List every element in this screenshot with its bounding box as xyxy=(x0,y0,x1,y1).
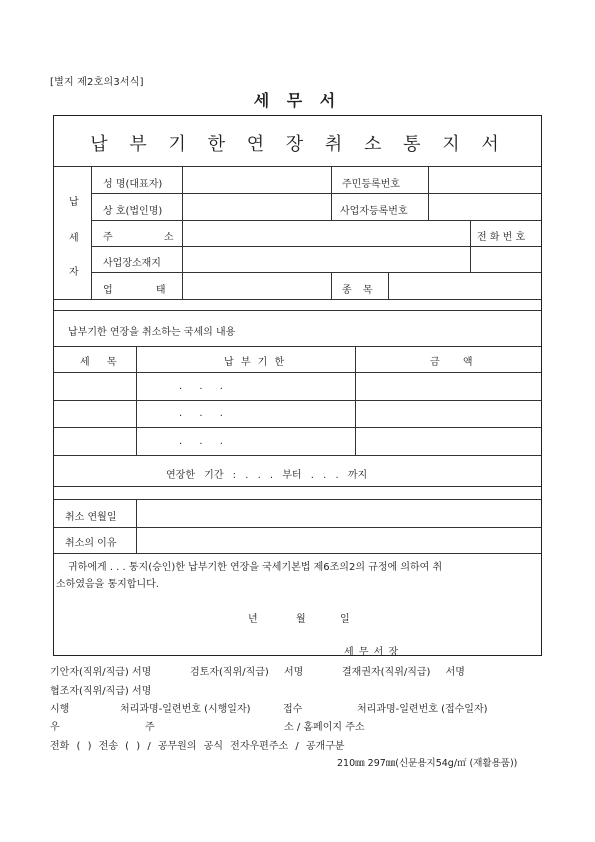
due-date-cell: . . . xyxy=(179,408,223,419)
footer-reviewer: 검토자(직위/직급) 서명 xyxy=(190,667,304,678)
tax-row-rule xyxy=(54,400,541,401)
cancel-reason-label: 취소의 이유 xyxy=(65,538,117,549)
footer-issue: 시행 xyxy=(50,704,70,715)
form-title: 납 부 기 한 연 장 취 소 통 지 서 xyxy=(90,134,507,155)
tax-section-title: 납부기한 연장을 취소하는 국세의 내용 xyxy=(68,327,236,338)
tax-type-header: 세 목 xyxy=(80,357,117,368)
paper-spec: 210㎜ 297㎜(신문용지54g/㎡ (재활용품)) xyxy=(337,758,518,769)
footer-receipt-number: 처리과명-일련번호 (접수일자) xyxy=(357,704,488,715)
cancel-reason-rule xyxy=(54,553,541,554)
footer-receipt: 접수 xyxy=(283,704,303,715)
footer-address: 주 xyxy=(145,722,155,733)
date-day: 일 xyxy=(340,614,350,625)
footer-drafter: 기안자(직위/직급) 서명 xyxy=(50,667,152,678)
tax-header-top-rule xyxy=(54,346,541,347)
spacer-rule xyxy=(54,310,541,311)
rrn-label-divider xyxy=(331,166,332,220)
footer-issue-number: 처리과명-일련번호 (시행일자) xyxy=(120,704,251,715)
item-value-divider xyxy=(388,272,389,299)
item-label-divider xyxy=(331,272,332,299)
rrn-label: 주민등록번호 xyxy=(342,179,400,190)
notice-text: 귀하에게 . . . 통지(승인)한 납부기한 연장을 국세기본법 제6조의2의 규정에 의하여 취 xyxy=(68,562,443,573)
spacer-rule xyxy=(54,499,541,500)
amount-header: 금 액 xyxy=(430,357,473,368)
taxpayer-bottom-rule xyxy=(54,299,541,300)
taxpayer-section-divider xyxy=(91,166,92,299)
taxpayer-row-divider xyxy=(91,193,541,194)
footer-cooperator: 협조자(직위/직급) 서명 xyxy=(50,686,152,697)
taxpayer-row-divider xyxy=(91,272,541,273)
tax-table-divider xyxy=(136,346,137,455)
footer-postal: 우 xyxy=(50,722,60,733)
period-bottom-rule xyxy=(54,486,541,487)
extension-period: 연장한 기간 : . . . 부터 . . . 까지 xyxy=(166,470,368,481)
form-number-label: [별지 제2호의3서식] xyxy=(50,77,144,88)
tax-table-divider xyxy=(355,346,356,455)
due-date-cell: . . . xyxy=(179,436,223,447)
taxpayer-row-divider xyxy=(91,220,541,221)
name-label: 성 명(대표자) xyxy=(103,179,163,190)
tax-table-bottom-rule xyxy=(54,455,541,456)
due-date-header: 납 부 기 한 xyxy=(224,357,287,368)
label-column-divider xyxy=(182,166,183,299)
cancel-date-label: 취소 연월일 xyxy=(65,512,117,523)
date-year: 년 xyxy=(248,614,258,625)
footer-contact: 전화 ( ) 전송 ( ) / 공무원의 공식 전자우편주소 / 공개구분 xyxy=(50,741,345,752)
business-registration-label: 사업자등록번호 xyxy=(340,206,408,217)
notice-form xyxy=(53,115,542,656)
due-date-cell: . . . xyxy=(179,381,223,392)
taxpayer-section-label: 자 xyxy=(69,267,79,278)
date-month: 월 xyxy=(296,614,306,625)
company-name-label: 상 호(법인명) xyxy=(103,206,163,217)
cancel-label-divider xyxy=(136,499,137,553)
cancel-date-rule xyxy=(54,527,541,528)
phone-label: 전 화 번 호 xyxy=(477,232,526,243)
rrn-value-divider xyxy=(428,166,429,220)
title-divider xyxy=(54,166,541,167)
business-type-label: 업 태 xyxy=(103,285,166,296)
address-label: 주 소 xyxy=(103,232,174,243)
footer-approver: 결재권자(직위/직급) 서명 xyxy=(342,667,465,678)
taxpayer-section-label: 납 xyxy=(69,197,79,208)
signer-title: 세 무 서 장 xyxy=(344,647,400,658)
footer-homepage: 소 / 홈페이지 주소 xyxy=(284,722,365,733)
business-location-label: 사업장소재지 xyxy=(103,258,161,269)
taxpayer-section-label: 세 xyxy=(69,233,79,244)
tax-row-rule xyxy=(54,427,541,428)
tax-office-heading: 세 무 서 xyxy=(253,91,342,110)
notice-text: 소하였음을 통지합니다. xyxy=(56,579,159,590)
taxpayer-row-divider xyxy=(91,246,541,247)
business-item-label: 종 목 xyxy=(342,285,373,296)
phone-column-divider xyxy=(470,220,471,272)
tax-header-bottom-rule xyxy=(54,372,541,373)
